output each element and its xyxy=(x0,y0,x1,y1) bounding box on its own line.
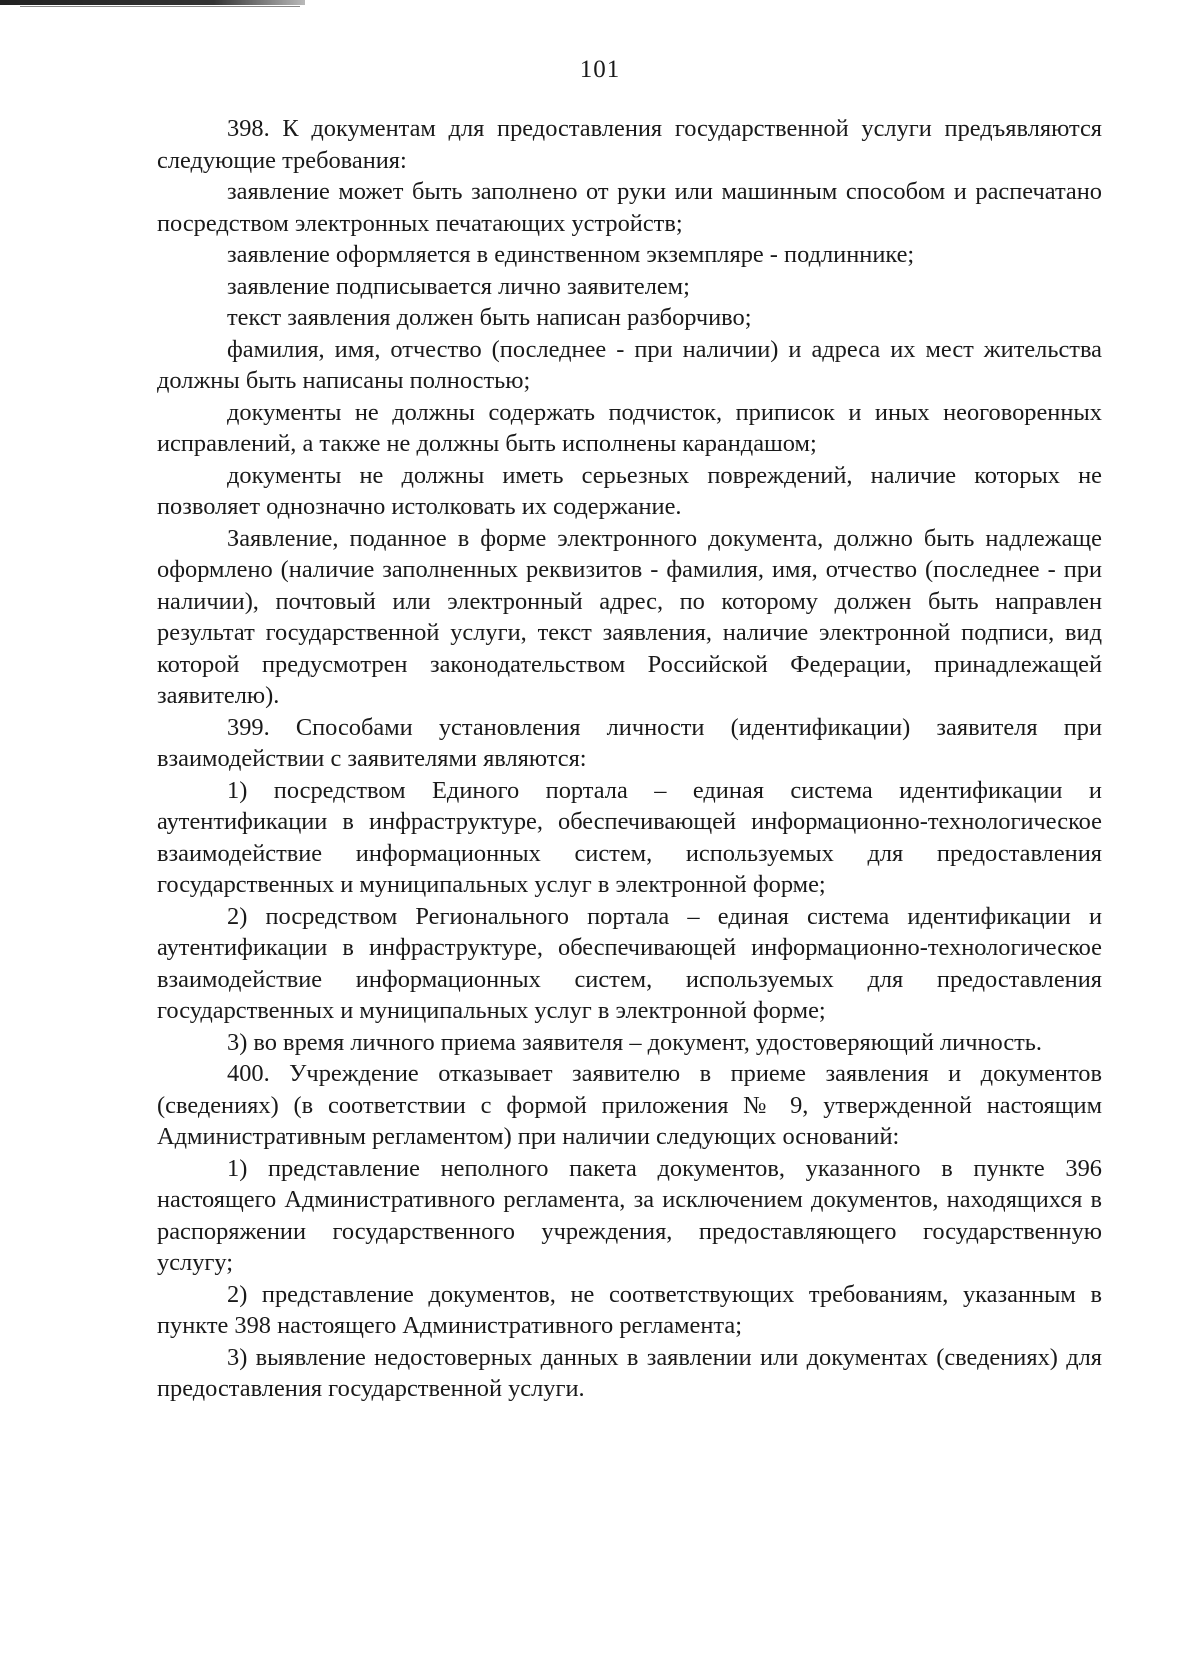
requirement-item: фамилия, имя, отчество (последнее - при наличии) и адреса их мест жительства должны быть написаны полностью; xyxy=(157,335,1102,394)
identification-method-item: 3) во время личного приема заявителя – документ, удостоверяющий личность. xyxy=(227,1028,1043,1056)
electronic-application-paragraph: Заявление, поданное в форме электронного документа, должно быть надлежаще оформлено (наличие заполненных реквизитов - фамилия, имя, отчество (последнее - при наличии), почтовый или электронный адрес, по которому должен быть направлен результат государственной услуги, текст заявления, наличие электронной подписи, вид которой предусмотрен законодательством Российской Федерации, принадлежащей заявителю). xyxy=(157,524,1102,709)
requirement-item: заявление оформляется в единственном экземпляре - подлиннике; xyxy=(227,241,915,268)
refusal-ground-item: 2) представление документов, не соответствующих требованиям, указанным в пункте 398 настоящего Административного регламента; xyxy=(157,1280,1102,1339)
refusal-ground-item: 3) выявление недостоверных данных в заявлении или документах (сведениях) для предоставления государственной услуги. xyxy=(157,1343,1102,1402)
refusal-ground-item: 1) представление неполного пакета документов, указанного в пункте 396 настоящего Административного регламента, за исключением документов, находящихся в распоряжении государственного учреждения, предоставляющего государственную услугу; xyxy=(157,1154,1102,1276)
requirement-item: документы не должны содержать подчисток, приписок и иных неоговоренных исправлений, а также не должны быть исполнены карандашом; xyxy=(157,398,1102,457)
requirement-item: заявление подписывается лично заявителем; xyxy=(227,272,690,300)
paragraph-399-intro: 399. Способами установления личности (идентификации) заявителя при взаимодействии с заявителями являются: xyxy=(157,713,1102,772)
paragraph-398-intro: 398. К документам для предоставления государственной услуги предъявляются следующие требования: xyxy=(157,115,1102,174)
paragraph-400-intro: 400. Учреждение отказывает заявителю в приеме заявления и документов (сведениях) (в соответствии с формой приложения № 9, утвержденной настоящим Административным регламентом) при наличии следующих оснований: xyxy=(157,1060,1102,1150)
requirement-item: заявление может быть заполнено от руки или машинным способом и распечатано посредством электронных печатающих устройств; xyxy=(157,178,1102,237)
page-number: 101 xyxy=(579,56,621,83)
scan-edge-mark xyxy=(0,0,305,5)
requirement-item: текст заявления должен быть написан разборчиво; xyxy=(227,304,752,331)
scan-edge-line xyxy=(20,6,300,7)
identification-method-item: 1) посредством Единого портала – единая система идентификации и аутентификации в инфраструктуре, обеспечивающей информационно-технологическое взаимодействие информационных систем, используемых для предоставления государственных и муниципальных услуг в электронной форме; xyxy=(157,776,1102,898)
document-body xyxy=(157,113,1102,1405)
identification-method-item: 2) посредством Регионального портала – единая система идентификации и аутентификации в инфраструктуре, обеспечивающей информационно-технологическое взаимодействие информационных систем, используемых для предоставления государственных и муниципальных услуг в электронной форме; xyxy=(157,902,1102,1024)
requirement-item: документы не должны иметь серьезных повреждений, наличие которых не позволяет однозначно истолковать их содержание. xyxy=(157,461,1102,520)
